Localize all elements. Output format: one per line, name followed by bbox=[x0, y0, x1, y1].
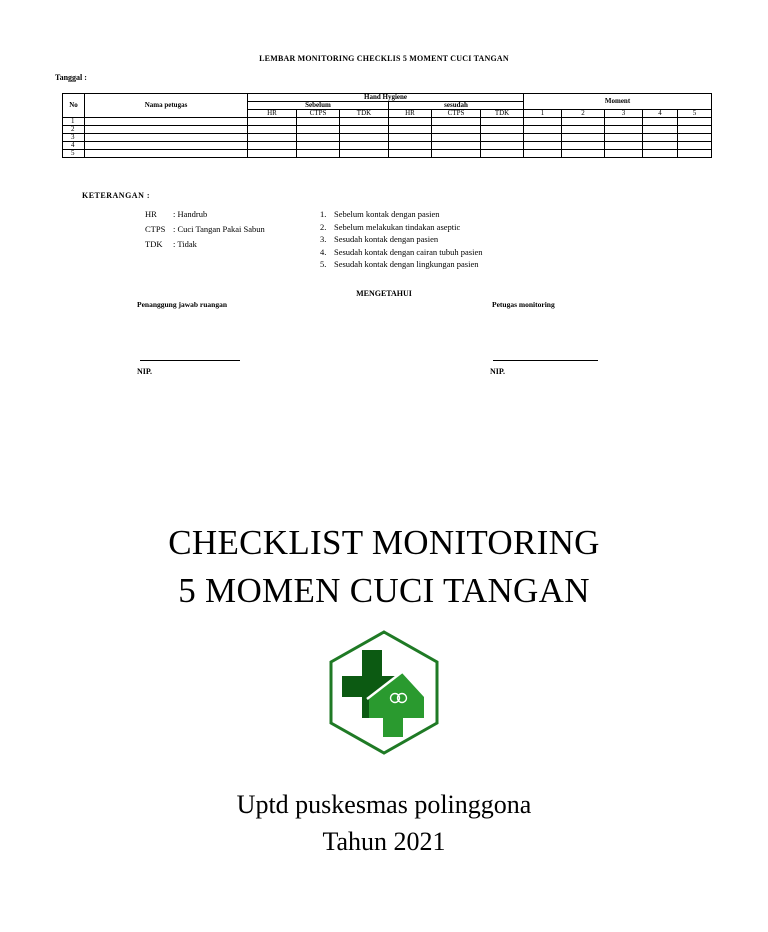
table-cell[interactable] bbox=[432, 126, 481, 134]
row-number: 3 bbox=[63, 134, 85, 142]
table-cell[interactable] bbox=[432, 142, 481, 150]
row-number: 2 bbox=[63, 126, 85, 134]
table-cell[interactable] bbox=[248, 150, 297, 158]
header-hand-hygiene: Hand Hygiene bbox=[248, 94, 524, 102]
table-row bbox=[63, 142, 712, 150]
sign-left-label: Penanggung jawab ruangan bbox=[137, 300, 228, 309]
year-label: Tahun 2021 bbox=[322, 827, 446, 856]
table-cell[interactable] bbox=[678, 134, 712, 142]
table-cell[interactable] bbox=[248, 126, 297, 134]
table-cell[interactable] bbox=[432, 118, 481, 126]
table-cell[interactable] bbox=[605, 126, 643, 134]
table-cell[interactable] bbox=[297, 142, 340, 150]
table-cell[interactable] bbox=[340, 142, 389, 150]
table-cell[interactable] bbox=[678, 150, 712, 158]
table-cell[interactable] bbox=[297, 118, 340, 126]
table-cell[interactable] bbox=[643, 126, 678, 134]
list-item bbox=[320, 246, 482, 259]
table-cell[interactable] bbox=[432, 150, 481, 158]
table-cell[interactable] bbox=[524, 142, 562, 150]
table-cell[interactable] bbox=[605, 118, 643, 126]
monitoring-table bbox=[62, 93, 712, 158]
moment-number: 3. bbox=[320, 234, 327, 244]
moment-number: 4. bbox=[320, 246, 327, 257]
list-item bbox=[320, 233, 482, 246]
header-ctps-sebelum: CTPS bbox=[297, 110, 340, 118]
header-hr-sebelum: HR bbox=[248, 110, 297, 118]
table-cell[interactable] bbox=[297, 126, 340, 134]
table-cell[interactable] bbox=[85, 134, 248, 142]
mengetahui-label: MENGETAHUI bbox=[356, 289, 412, 298]
table-cell[interactable] bbox=[605, 142, 643, 150]
table-cell[interactable] bbox=[297, 150, 340, 158]
table-cell[interactable] bbox=[524, 126, 562, 134]
header-moment-2: 2 bbox=[562, 110, 605, 118]
table-cell[interactable] bbox=[643, 134, 678, 142]
table-cell[interactable] bbox=[85, 142, 248, 150]
table-cell[interactable] bbox=[481, 118, 524, 126]
abbreviation-item bbox=[145, 237, 265, 252]
table-row bbox=[63, 150, 712, 158]
table-cell[interactable] bbox=[389, 126, 432, 134]
table-row bbox=[63, 134, 712, 142]
list-item bbox=[320, 208, 482, 221]
moment-text: Sesudah kontak dengan lingkungan pasien bbox=[334, 259, 479, 269]
table-cell[interactable] bbox=[389, 142, 432, 150]
table-cell[interactable] bbox=[481, 150, 524, 158]
table-cell[interactable] bbox=[432, 134, 481, 142]
nip-right-label: NIP. bbox=[490, 367, 506, 376]
table-cell[interactable] bbox=[643, 142, 678, 150]
table-cell[interactable] bbox=[481, 126, 524, 134]
table-cell[interactable] bbox=[85, 126, 248, 134]
moment-number: 1. bbox=[320, 209, 327, 219]
row-number: 5 bbox=[63, 150, 85, 158]
header-sebelum: Sebelum bbox=[248, 102, 389, 110]
abbreviation-key: HR bbox=[145, 209, 157, 219]
row-number: 4 bbox=[63, 142, 85, 150]
table-cell[interactable] bbox=[562, 126, 605, 134]
table-cell[interactable] bbox=[678, 126, 712, 134]
table-cell[interactable] bbox=[340, 134, 389, 142]
table-cell[interactable] bbox=[481, 142, 524, 150]
abbreviation-desc: : Handrub bbox=[173, 209, 208, 219]
table-cell[interactable] bbox=[481, 134, 524, 142]
header-moment-3: 3 bbox=[605, 110, 643, 118]
table-cell[interactable] bbox=[297, 134, 340, 142]
table-cell[interactable] bbox=[643, 150, 678, 158]
table-cell[interactable] bbox=[562, 134, 605, 142]
moment-number: 5. bbox=[320, 259, 327, 269]
moment-list bbox=[320, 208, 482, 271]
header-moment-5: 5 bbox=[678, 110, 712, 118]
abbreviation-desc: : Tidak bbox=[173, 239, 197, 249]
cover-title-line2: 5 MOMEN CUCI TANGAN bbox=[178, 571, 590, 610]
moment-text: Sesudah kontak dengan cairan tubuh pasien bbox=[334, 246, 483, 257]
table-cell[interactable] bbox=[524, 118, 562, 126]
table-cell[interactable] bbox=[248, 142, 297, 150]
sign-right-label: Petugas monitoring bbox=[492, 300, 555, 309]
table-cell[interactable] bbox=[678, 142, 712, 150]
header-no: No bbox=[63, 94, 85, 118]
keterangan-label: KETERANGAN : bbox=[82, 191, 151, 200]
table-cell[interactable] bbox=[562, 142, 605, 150]
table-cell[interactable] bbox=[340, 126, 389, 134]
row-number: 1 bbox=[63, 118, 85, 126]
table-cell[interactable] bbox=[389, 118, 432, 126]
list-item bbox=[320, 221, 482, 234]
table-cell[interactable] bbox=[340, 118, 389, 126]
header-ctps-sesudah: CTPS bbox=[432, 110, 481, 118]
header-sesudah: sesudah bbox=[389, 102, 524, 110]
header-moment: Moment bbox=[524, 94, 712, 110]
moment-text: Sebelum melakukan tindakan aseptic bbox=[334, 221, 461, 232]
sign-right-line[interactable] bbox=[493, 360, 598, 361]
moment-text: Sesudah kontak dengan pasien bbox=[334, 234, 439, 244]
table-cell[interactable] bbox=[340, 150, 389, 158]
abbreviation-key: CTPS bbox=[145, 224, 166, 234]
header-nama-petugas: Nama petugas bbox=[85, 94, 248, 118]
header-tdk-sebelum: TDK bbox=[340, 110, 389, 118]
abbreviation-item bbox=[145, 222, 265, 237]
puskesmas-logo-icon bbox=[328, 629, 440, 756]
table-cell[interactable] bbox=[643, 118, 678, 126]
moment-text: Sebelum kontak dengan pasien bbox=[334, 209, 440, 219]
table-cell[interactable] bbox=[524, 150, 562, 158]
header-tdk-sesudah: TDK bbox=[481, 110, 524, 118]
table-cell[interactable] bbox=[248, 134, 297, 142]
table-cell[interactable] bbox=[85, 118, 248, 126]
table-row bbox=[63, 118, 712, 126]
table-cell[interactable] bbox=[248, 118, 297, 126]
table-cell[interactable] bbox=[389, 150, 432, 158]
header-hr-sesudah: HR bbox=[389, 110, 432, 118]
sign-left-line[interactable] bbox=[140, 360, 240, 361]
table-row bbox=[63, 126, 712, 134]
table-cell[interactable] bbox=[85, 150, 248, 158]
cover-title-line1: CHECKLIST MONITORING bbox=[168, 523, 600, 562]
table-cell[interactable] bbox=[562, 118, 605, 126]
institution-name: Uptd puskesmas polinggona bbox=[236, 790, 532, 819]
abbreviation-desc: : Cuci Tangan Pakai Sabun bbox=[173, 224, 265, 234]
nip-left-label: NIP. bbox=[137, 367, 153, 376]
moment-number: 2. bbox=[320, 221, 327, 232]
table-cell[interactable] bbox=[678, 118, 712, 126]
header-moment-1: 1 bbox=[524, 110, 562, 118]
abbreviation-key: TDK bbox=[145, 239, 163, 249]
table-cell[interactable] bbox=[605, 134, 643, 142]
abbreviation-list bbox=[145, 207, 265, 252]
list-item bbox=[320, 258, 482, 271]
abbreviation-item bbox=[145, 207, 265, 222]
table-cell[interactable] bbox=[562, 150, 605, 158]
table-cell[interactable] bbox=[605, 150, 643, 158]
table-cell[interactable] bbox=[389, 134, 432, 142]
form-title: LEMBAR MONITORING CHECKLIS 5 MOMENT CUCI TANGAN bbox=[259, 54, 509, 63]
table-cell[interactable] bbox=[524, 134, 562, 142]
header-moment-4: 4 bbox=[643, 110, 678, 118]
tanggal-label: Tanggal : bbox=[55, 73, 87, 82]
